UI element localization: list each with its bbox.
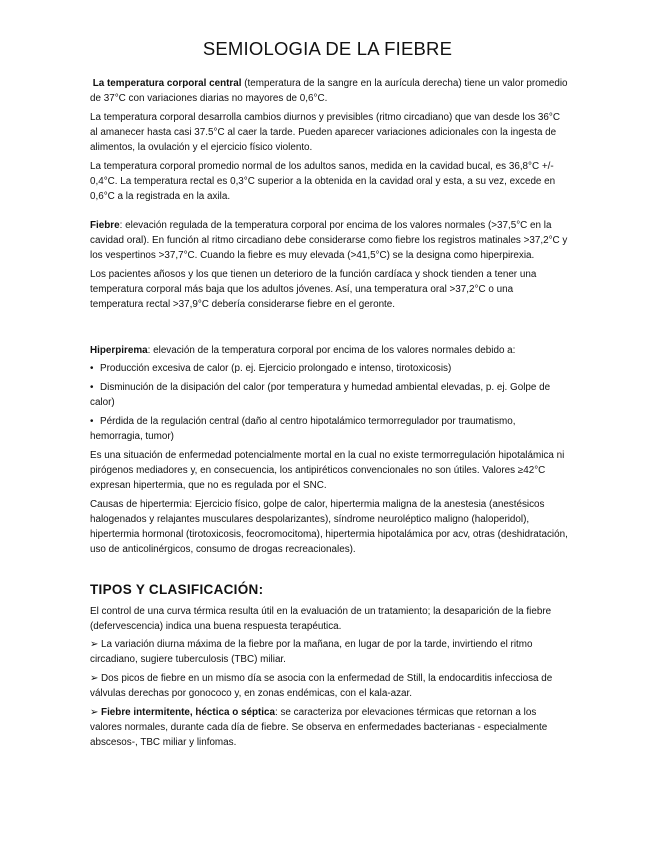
paragraph: Es una situación de enfermedad potencialmente mortal en la cual no existe termorregulación hipotalámica ni pirógenos mediadores y, en consecuencia, los antipiréticos convencionales no son útiles. Valores ≥42°C expresan hipertermia, que no es regulada por el SNC. [90,450,565,491]
paragraph: Causas de hipertermia: Ejercicio físico, golpe de calor, hipertermia maligna de la anestesia (anestésicos halogenados y relajantes musculares despolarizantes), síndrome neuroléptico maligno (haloperidol), hipertermia hormonal (tirotoxicosis, feocromocitoma), hipertermia hipotalámica por acv, otras (deshidratación, uso de anticolinérgicos, consumo de drogas recreacionales). [90,499,568,555]
text: Dos picos de fiebre en un mismo día se asocia con la enfermedad de Still, la endocarditis infecciosa de válvulas derechas por gonococo y, en zonas endémicas, con el kala-azar. [90,673,553,699]
paragraph: Los pacientes añosos y los que tienen un deterioro de la función cardíaca y shock tienden a tener una temperatura corporal más baja que los adultos jóvenes. Así, una temperatura oral >37,2°C o una temperatura rectal >37,9°C debería considerarse fiebre en el geronte. [90,269,537,310]
bullet-icon: • [90,416,94,427]
text: : elevación de la temperatura corporal por encima de los valores normales debido a: [147,345,516,356]
section-hiperpirema [90,343,568,557]
paragraph [90,218,568,263]
arrow-bullet-icon: ➢ [90,639,99,650]
section-heading: TIPOS Y CLASIFICACIÓN: [90,582,264,597]
bullet-icon: • [90,382,94,393]
bold-term: Hiperpirema [90,345,148,356]
bold-term: Fiebre intermitente, héctica o séptica [101,707,275,718]
text: Pérdida de la regulación central (daño al centro hipotalámico termorregulador por traumatismo, hemorragia, tumor) [90,416,516,442]
page-title: SEMIOLOGIA DE LA FIEBRE [202,38,453,59]
list-item [90,361,568,376]
text: La variación diurna máxima de la fiebre por la mañana, en lugar de por la tarde, invirtiendo el ritmo circadiano, sugiere tuberculosis (TBC) miliar. [90,639,533,665]
list-item [90,637,568,667]
paragraph: El control de una curva térmica resulta útil en la evaluación de un tratamiento; la desaparición de la fiebre (defervescencia) indica una buena respuesta terapéutica. [90,606,552,632]
paragraph: La temperatura corporal desarrolla cambios diurnos y previsibles (ritmo circadiano) que van desde los 36°C al amanecer hasta casi 37.5°C al caer la tarde. Pueden aparecer variaciones adicionales con la ingesta de alimentos, la ovulación y el ejercicio físico violento. [90,112,560,153]
text: Disminución de la disipación del calor (por temperatura y humedad ambiental elevadas, p. ej. Golpe de calor) [90,382,551,408]
text: : se caracteriza por elevaciones térmicas que retornan a los valores normales, durante cada día de fiebre. Se observa en enfermedades bacterianas - especialmente abscesos-, TBC miliar y linfomas. [90,707,548,748]
paragraph [90,76,568,106]
section-fiebre [90,218,568,312]
list-item [90,414,568,444]
paragraph [90,343,568,358]
list-item [90,380,568,410]
arrow-bullet-icon: ➢ [90,707,99,718]
text: Producción excesiva de calor (p. ej. Ejercicio prolongado e intenso, tirotoxicosis) [100,363,452,374]
list-item [90,705,568,750]
bold-term: Fiebre [90,220,120,231]
section-tipos [90,604,568,750]
bold-term: La temperatura corporal central [92,78,242,89]
text: (temperatura de la sangre en la aurícula derecha) tiene un valor promedio de 37°C con variaciones diarias no mayores de 0,6°C. [90,78,568,104]
text: : elevación regulada de la temperatura corporal por encima de los valores normales (>37,5°C en la cavidad oral). En función al ritmo circadiano debe considerarse como fiebre los registros matinales >37,2°C y los vespertinos >37,7°C. Cuando la fiebre es muy elevada (>41,5°C) se la designa como hiperpirexia. [90,220,568,261]
section-temperature [90,76,568,204]
paragraph: La temperatura corporal promedio normal de los adultos sanos, medida en la cavidad bucal, es 36,8°C +/- 0,4°C. La temperatura rectal es 0,3°C superior a la obtenida en la cavidad oral y esta, a su vez, excede en 0,6°C a la registrada en la axila. [90,161,556,202]
arrow-bullet-icon: ➢ [90,673,99,684]
list-item [90,671,568,701]
bullet-icon: • [90,363,94,374]
